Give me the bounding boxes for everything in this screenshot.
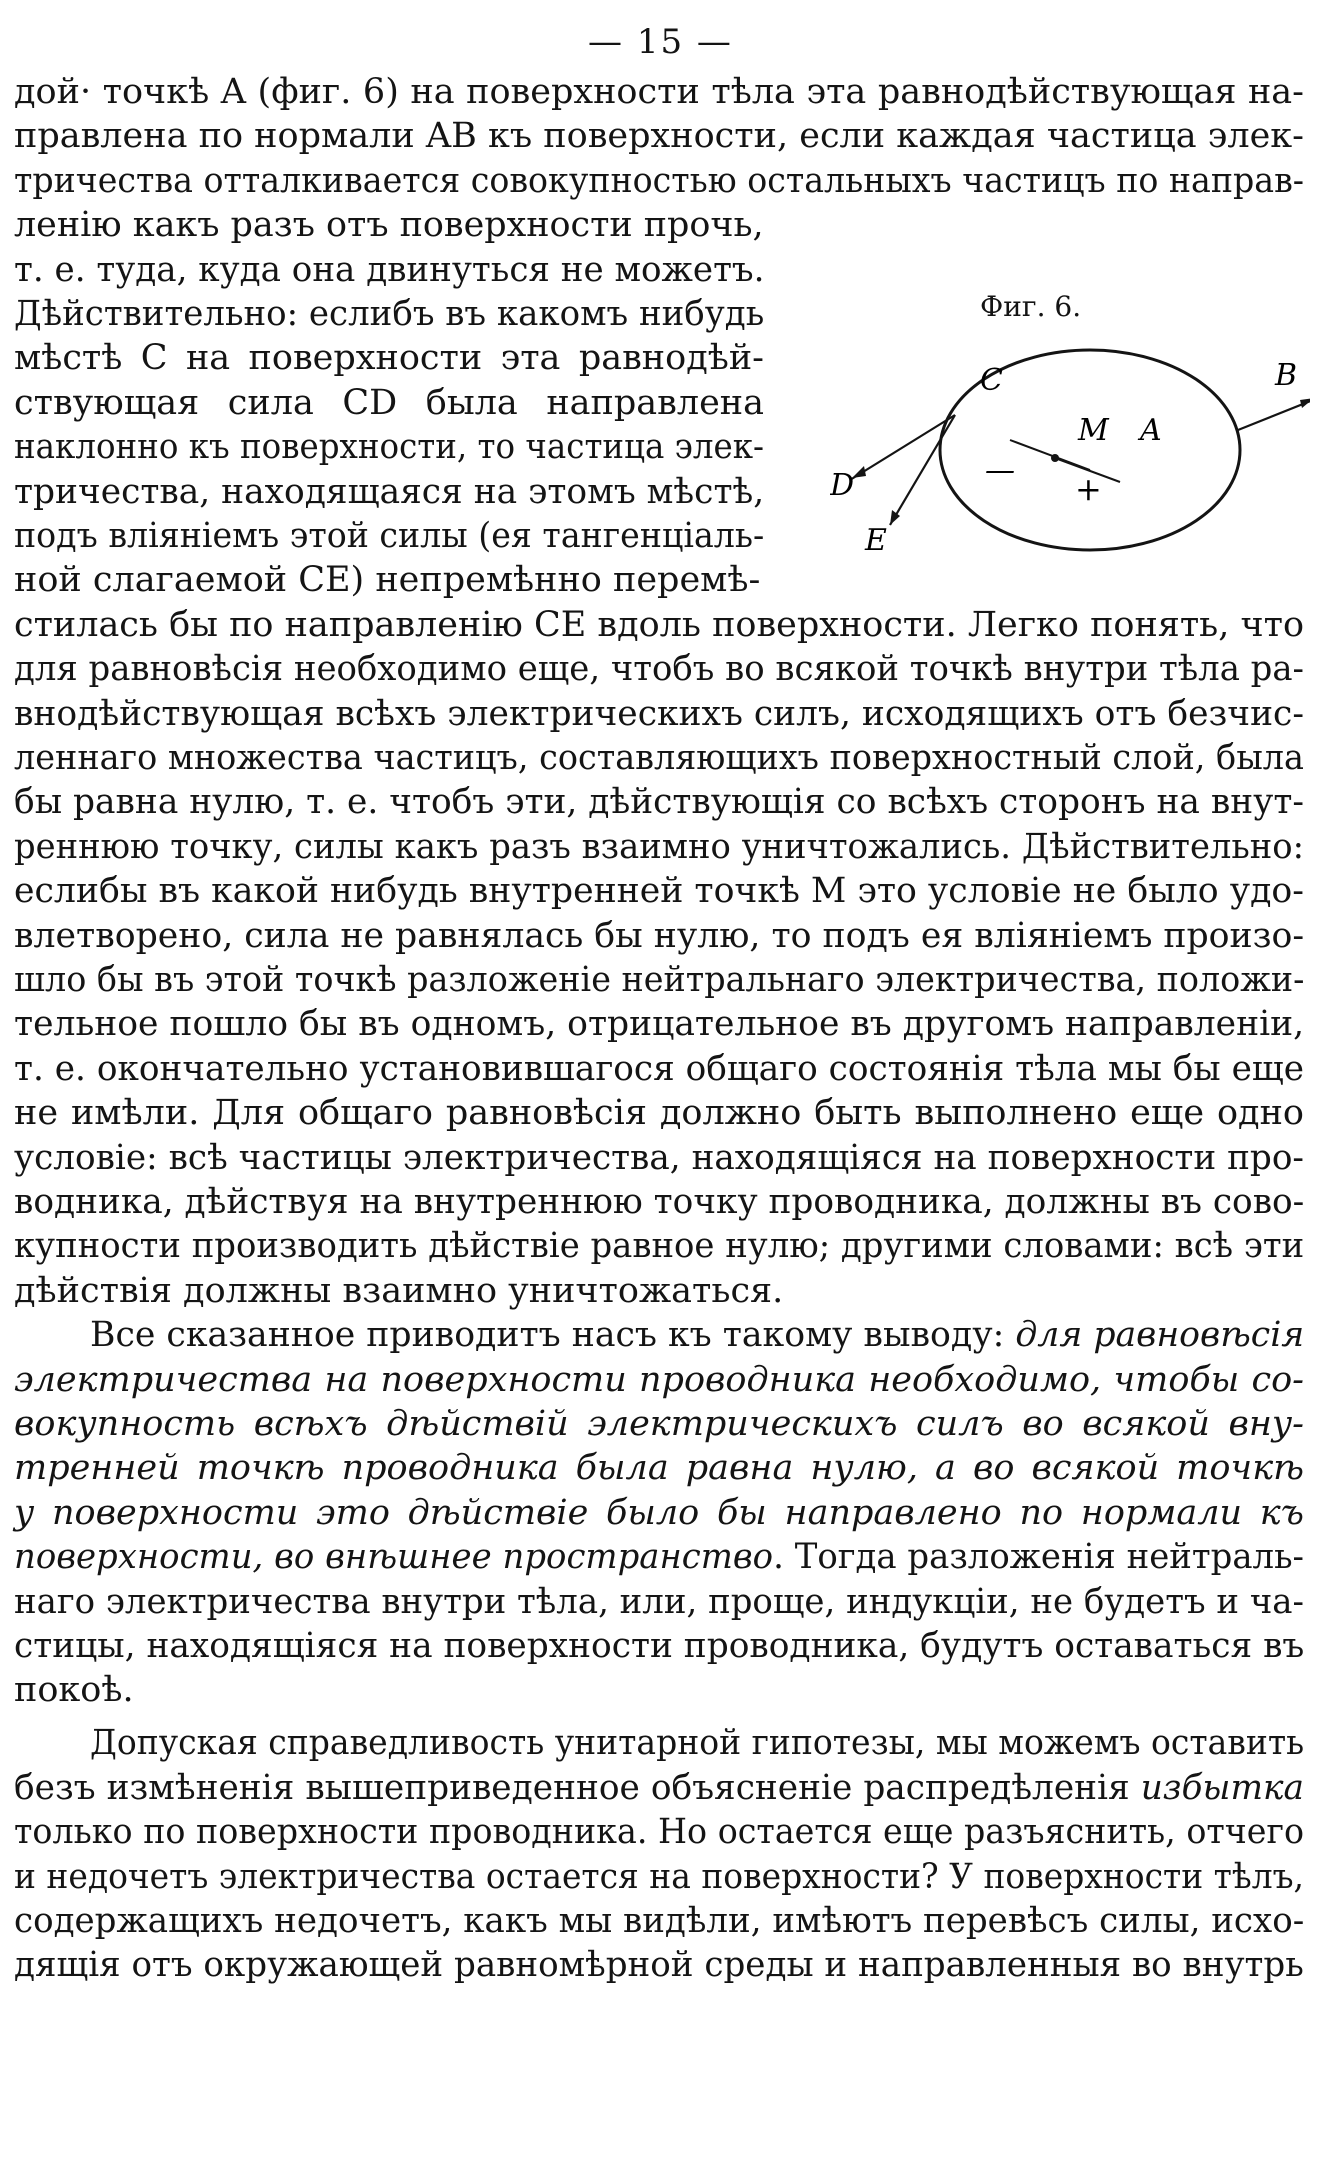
text-line: ной слагаемой CE) непремѣнно перемѣ- (14, 560, 761, 601)
text-line: купности производить дѣйствіе равное нулю; другими словами: всѣ эти (14, 1226, 1305, 1267)
text-line: стицы, находящіяся на поверхности проводника, будутъ оставаться въ (14, 1626, 1305, 1666)
text-line: тричества, находящаяся на этомъ мѣстѣ, (14, 471, 765, 512)
text-line: дящія отъ окружающей равномѣрной среды и направленныя во внутрь (14, 1945, 1304, 1986)
text-line: подъ вліяніемъ этой силы (ея тангенціаль- (14, 516, 765, 556)
text-line: т. е. окончательно установившагося общаго состоянія тѣла мы бы еще (14, 1048, 1304, 1089)
point-m (1051, 454, 1059, 462)
text-line: дой· точкѣ A (фиг. 6) на поверхности тѣла эта равнодѣйствующая на- (14, 72, 1304, 112)
normal-line-ab (1238, 398, 1310, 430)
text-line: т. е. туда, куда она двинуться не можетъ. (14, 249, 765, 290)
label-plus: + (1075, 470, 1102, 508)
figure-6 (830, 290, 1310, 620)
text-line: реннюю точку, силы какъ разъ взаимно уничтожались. Дѣйствительно: (14, 826, 1304, 867)
text-line: Дѣйствительно: еслибъ въ какомъ нибудь (14, 294, 765, 334)
text-line: электричества на поверхности проводника необходимо, чтобы со- (14, 1359, 1304, 1400)
text-line: для равновѣсія необходимо еще, чтобъ во всякой точкѣ внутри тѣла ра- (14, 649, 1304, 690)
figure-title: Фиг. 6. (980, 290, 1082, 323)
label-a: A (1140, 413, 1162, 448)
label-e: E (865, 523, 887, 558)
text-line: Допуская справедливость унитарной гипотезы, мы можемъ оставить (90, 1723, 1305, 1764)
text-line: мѣстѣ C на поверхности эта равнодѣй- (14, 338, 764, 379)
text-line: дѣйствія должны взаимно уничтожаться. (14, 1270, 784, 1311)
page-number: — 15 — (588, 22, 733, 62)
label-c: C (980, 363, 1003, 398)
arrowhead-b (1300, 398, 1310, 408)
label-minus: — (985, 453, 1015, 488)
text-line: ленію какъ разъ отъ поверхности прочь, (14, 205, 764, 246)
text-line: покоѣ. (14, 1670, 134, 1711)
arrowhead-d (852, 466, 866, 478)
label-m: M (1078, 413, 1109, 448)
text-line: только по поверхности проводника. Но остается еще разъяснить, отчего (14, 1812, 1304, 1853)
text-line: ствующая сила CD была направлена (14, 382, 764, 423)
text-line: влетворено, сила не равнялась бы нулю, то подъ ея вліяніемъ произо- (14, 915, 1305, 956)
text-line: шло бы въ этой точкѣ разложеніе нейтральнаго электричества, положи- (14, 960, 1305, 1000)
text-line: еслибы въ какой нибудь внутренней точкѣ M это условіе не было удо- (14, 871, 1304, 912)
text-line: водника, дѣйствуя на внутреннюю точку проводника, должны въ сово- (14, 1182, 1305, 1222)
text-line: наго электричества внутри тѣла, или, проще, индукціи, не будетъ и ча- (14, 1581, 1304, 1622)
text-line: поверхности, во внѣшнее пространство. Тогда разложенія нейтраль- (14, 1537, 1304, 1578)
text-line: правлена по нормали AB къ поверхности, если каждая частица элек- (14, 116, 1304, 157)
text-line: безъ измѣненія вышеприведенное объясненіе распредѣленія избытка (14, 1767, 1304, 1808)
label-b: B (1275, 358, 1298, 393)
text-line: наклонно къ поверхности, то частица элек- (14, 427, 765, 468)
text-line: и недочетъ электричества остается на поверхности? У поверхности тѣлъ, (14, 1856, 1304, 1897)
text-line: тричества отталкивается совокупностью остальныхъ частицъ по направ- (14, 160, 1304, 201)
text-line: условіе: всѣ частицы электричества, находящіяся на поверхности про- (14, 1137, 1304, 1178)
text-line: леннаго множества частицъ, составляющихъ поверхностный слой, была (14, 738, 1304, 778)
text-line: внодѣйствующая всѣхъ электрическихъ силъ, исходящихъ отъ безчис- (14, 693, 1304, 734)
tangent-line-ce (890, 415, 955, 525)
text-line: вокупность всѣхъ дѣйствій электрическихъ силъ во всякой вну- (14, 1404, 1304, 1444)
figure-6-diagram (830, 330, 1310, 630)
label-d: D (830, 468, 855, 503)
text-line: стилась бы по направленію CE вдоль поверхности. Легко понять, что (14, 604, 1304, 645)
text-line: у поверхности это дѣйствіе было бы направлено по нормали къ (14, 1492, 1304, 1533)
text-line: Все сказанное приводитъ насъ къ такому выводу: для равновѣсія (90, 1315, 1305, 1356)
text-line: тренней точкѣ проводника была равна нулю, а во всякой точкѣ (14, 1448, 1304, 1489)
text-line: бы равна нулю, т. е. чтобъ эти, дѣйствующія со всѣхъ сторонъ на внут- (14, 782, 1304, 823)
text-line: не имѣли. Для общаго равновѣсія должно быть выполнено еще одно (14, 1093, 1304, 1134)
text-line: тельное пошло бы въ одномъ, отрицательное въ другомъ направленіи, (14, 1004, 1305, 1045)
text-line: содержащихъ недочетъ, какъ мы видѣли, имѣютъ перевѣсъ силы, исхо- (14, 1901, 1305, 1941)
